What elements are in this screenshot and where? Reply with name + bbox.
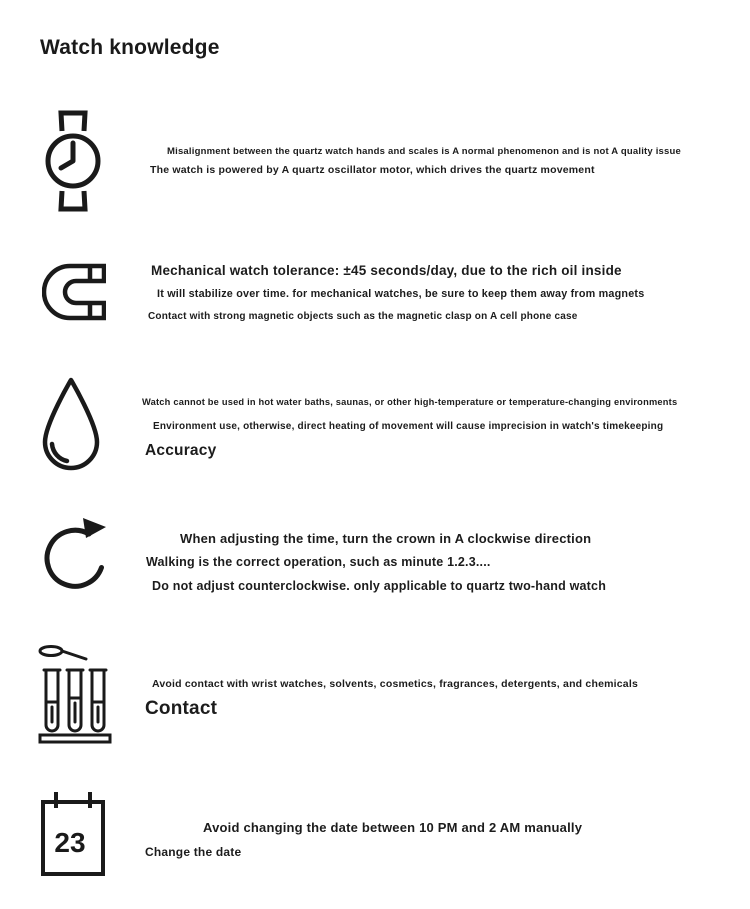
page-title: Watch knowledge [40,36,220,59]
accuracy-heading: Accuracy [145,442,217,459]
quartz-note-small: Misalignment between the quartz watch hands and scales is A normal phenomenon and is not A quality issue [167,146,682,157]
magnet-note-small: Contact with strong magnetic objects such as the magnetic clasp on A cell phone case [148,311,578,322]
calendar-icon [40,790,106,878]
water-drop-icon [40,376,102,476]
temperature-note-small: Watch cannot be used in hot water baths, saunas, or other high-temperature or temperature-changing environments [142,397,678,407]
contact-heading: Contact [145,698,218,719]
wrist-watch-icon [45,110,101,212]
magnet-headline: Mechanical watch tolerance: ±45 seconds/day, due to the rich oil inside [151,263,622,278]
temperature-note-main: Environment use, otherwise, direct heating of movement will cause imprecision in watch's timekeeping [153,421,664,432]
chemical-note-main: Avoid contact with wrist watches, solvents, cosmetics, fragrances, detergents, and chemicals [152,678,638,690]
crown-note-1: When adjusting the time, turn the crown in A clockwise direction [180,531,592,546]
crown-note-2: Walking is the correct operation, such as minute 1.2.3.... [146,555,491,569]
date-note-main: Avoid changing the date between 10 PM and 2 AM manually [203,820,583,835]
test-tubes-icon [38,640,112,744]
calendar-day-number: 23 [54,827,86,858]
magnet-icon [42,262,106,322]
date-change-heading: Change the date [145,845,242,859]
clockwise-arrow-icon [42,516,108,592]
quartz-note-main: The watch is powered by A quartz oscillator motor, which drives the quartz movement [150,164,595,176]
magnet-note-main: It will stabilize over time. for mechanical watches, be sure to keep them away from magnets [157,288,645,300]
crown-note-3: Do not adjust counterclockwise. only applicable to quartz two-hand watch [152,579,607,593]
